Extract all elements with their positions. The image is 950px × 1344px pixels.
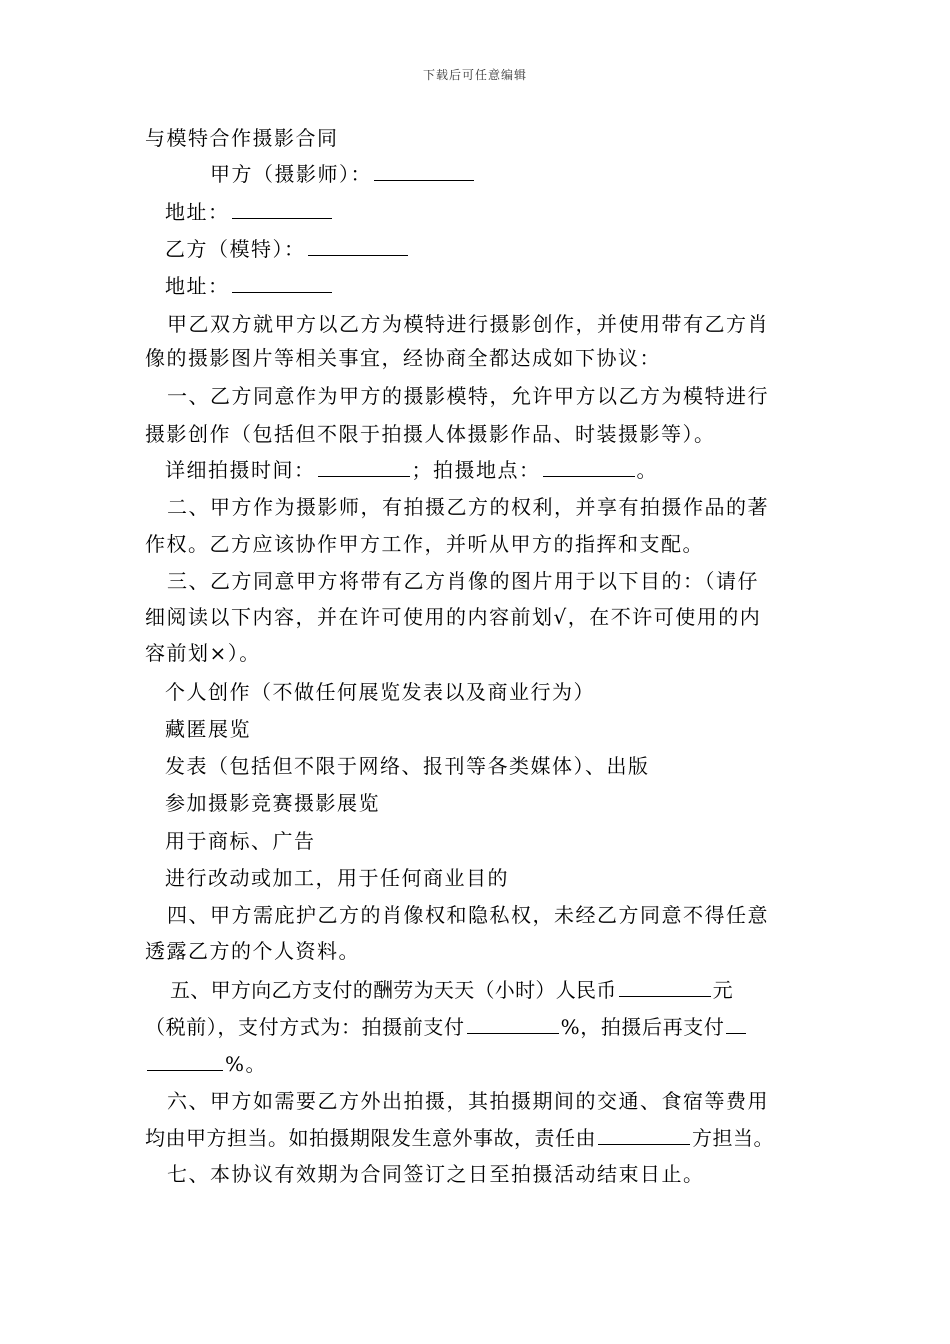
clause-5-text-b: 元 (712, 978, 733, 1002)
clause-3-line-1: 三、乙方同意甲方将带有乙方肖像的图片用于以下目的：（请仔 (167, 569, 759, 593)
postpay-percent-blank-a (726, 1013, 746, 1034)
use-item: 用于商标、广告 (165, 829, 316, 853)
party-b-blank (308, 235, 408, 256)
clause-5-text-c: （税前），支付方式为：拍摄前支付 (145, 1015, 465, 1039)
clause-3-line-3: 容前划×）。 (145, 641, 261, 665)
use-item: 发表（包括但不限于网络、报刊等各类媒体）、出版 (165, 754, 650, 778)
clause-2-line-2: 作权。乙方应该协作甲方工作，并听从甲方的指挥和支配。 (145, 532, 704, 556)
clause-2-line-1: 二、甲方作为摄影师，有拍摄乙方的权利，并享有拍摄作品的著 (167, 495, 769, 519)
clause-1-time-place (165, 456, 658, 483)
clause-3-line-2: 细阅读以下内容，并在许可使用的内容前划√，在不许可使用的内 (145, 605, 762, 629)
use-item: 参加摄影竞赛摄影展览 (165, 791, 380, 815)
party-a-line (210, 160, 476, 187)
address-a-blank (232, 198, 332, 219)
clause-6-text-b: 方担当。 (692, 1126, 774, 1150)
clause-1-end: 。 (636, 458, 658, 482)
document-title: 与模特合作摄影合同 (145, 126, 339, 150)
postpay-percent-blank-b (147, 1050, 223, 1071)
use-item: 藏匿展览 (165, 717, 251, 741)
clause-5-text-d: %，拍摄后再支付 (560, 1015, 725, 1039)
clause-6-line-2 (145, 1124, 774, 1151)
clause-4-line-1: 四、甲方需庇护乙方的肖像权和隐私权，未经乙方同意不得任意 (167, 903, 769, 927)
prepay-percent-blank (467, 1013, 559, 1034)
party-b-label: 乙方（模特）： (165, 237, 306, 261)
party-b-line (165, 235, 410, 262)
address-b-label: 地址： (165, 274, 230, 298)
clause-5-line-3 (145, 1050, 267, 1077)
clause-1-line-1: 一、乙方同意作为甲方的摄影模特，允许甲方以乙方为模特进行 (167, 384, 769, 408)
shoot-time-label: 详细拍摄时间： (165, 458, 316, 482)
fee-amount-blank (619, 976, 711, 997)
address-a-line (165, 198, 334, 225)
clause-6-text-a: 均由甲方担当。如拍摄期限发生意外事故，责任由 (145, 1126, 596, 1150)
shoot-time-blank (318, 456, 410, 477)
liability-party-blank (598, 1124, 690, 1145)
shoot-place-label: ；拍摄地点： (411, 458, 541, 482)
clause-5-line-1 (170, 976, 733, 1003)
address-b-line (165, 272, 334, 299)
use-item: 进行改动或加工，用于任何商业目的 (165, 866, 509, 890)
clause-4-line-2: 透露乙方的个人资料。 (145, 939, 360, 963)
party-a-label: 甲方（摄影师）： (210, 162, 372, 186)
address-b-blank (232, 272, 332, 293)
intro-line-2: 像的摄影图片等相关事宜，经协商全都达成如下协议： (145, 346, 661, 370)
shoot-place-blank (543, 456, 635, 477)
clause-1-line-2: 摄影创作（包括但不限于拍摄人体摄影作品、时装摄影等）。 (145, 422, 716, 446)
party-a-blank (374, 160, 474, 181)
use-item: 个人创作（不做任何展览发表以及商业行为） (165, 680, 595, 704)
clause-6-line-1: 六、甲方如需要乙方外出拍摄，其拍摄期间的交通、食宿等费用 (167, 1089, 769, 1113)
clause-7: 七、本协议有效期为合同签订之日至拍摄活动结束日止。 (167, 1162, 705, 1186)
clause-5-text-a: 五、甲方向乙方支付的酬劳为天天（小时）人民币 (170, 978, 617, 1002)
page-header: 下载后可任意编辑 (422, 68, 527, 82)
clause-5-text-e: %。 (225, 1052, 268, 1076)
intro-line-1: 甲乙双方就甲方以乙方为模特进行摄影创作，并使用带有乙方肖 (167, 312, 769, 336)
address-a-label: 地址： (165, 200, 230, 224)
clause-5-line-2 (145, 1013, 748, 1040)
